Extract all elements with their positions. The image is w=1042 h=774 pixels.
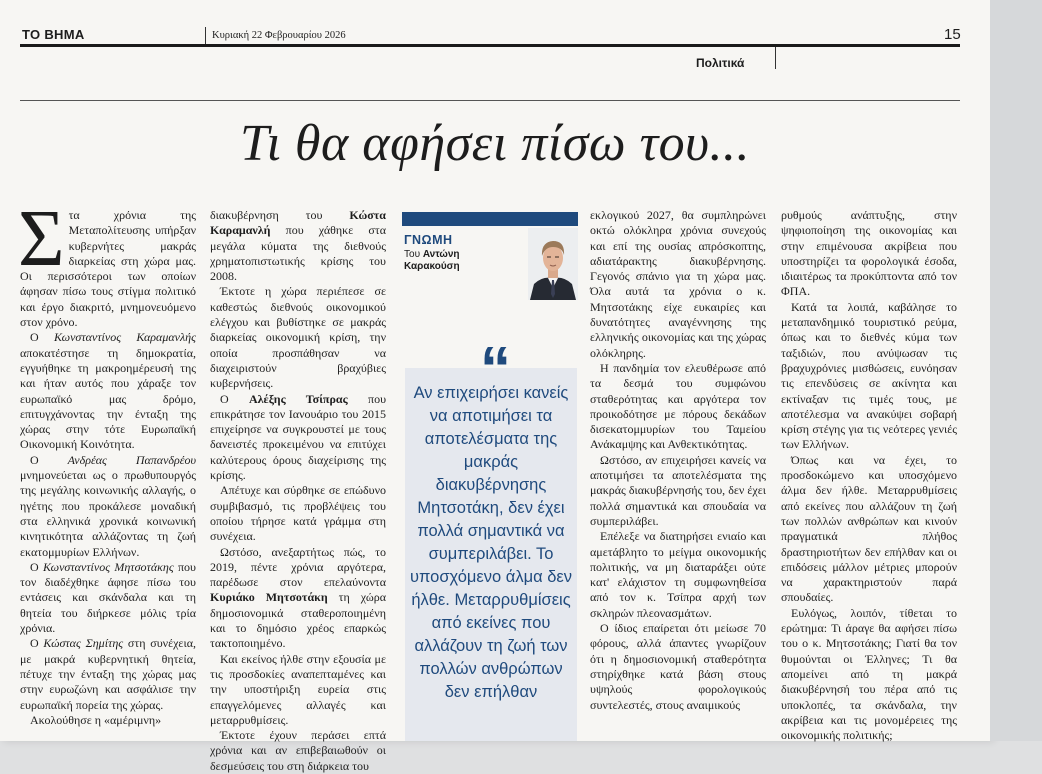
paragraph-text: διακυβέρνηση του [210, 208, 350, 222]
issue-date: Κυριακή 22 Φεβρουαρίου 2026 [212, 30, 346, 41]
paragraph-text: Ωστόσο, ανεξαρτήτως πώς, το 2019, πέντε χρόνια αργότερα, παρέδωσε στον επελαύνοντα [210, 544, 386, 590]
paragraph: ρυθμούς ανάπτυξης, στην ψηφιοποίηση της οικονομίας και στην επιμένουσα ακρίβεια που υποστηρίζει τα φορολογικά έσοδα, ιδιαιτέρως τα προκύπτοντα από τον ΦΠΑ. [781, 208, 957, 299]
article-column-5 [781, 208, 957, 741]
paragraph [210, 545, 386, 652]
paragraph-text: τα χρόνια της Μεταπολίτευσης υπήρξαν κυβερνήτες μακράς διαρκείας στη χώρα μας. Οι περισσότεροι των οποίων άφησαν πίσω τους στίγμα πολιτικό και έργο διακριτό, μνημονευόμενο στον χρόνο. [20, 208, 196, 330]
paragraph: Έκτοτε έχουν περάσει επτά χρόνια και αν επιβεβαιωθούν οι δεσμεύσεις του στη διάρκεια του [210, 728, 386, 773]
paragraph: Επέλεξε να διατηρήσει ενιαίο και αμετάβλητο το μείγμα οικονομικής πολιτικής, να μη διαταράξει ούτε κατ' ελάχιστον τη συμφωνηθείσα από τον κ. Τσίπρα αρχή των σκληρών πλεονασμάτων. [590, 529, 766, 620]
paragraph: Ακολούθησε η «αμέριμνη» [30, 712, 162, 727]
paragraph: Η πανδημία τον ελευθέρωσε από τα δεσμά του συμφώνου σταθερότητας και αργότερα τον προικοδότησε με πόρους δεκάδων δισεκατομμυρίων του Ταμείου Ανάκαμψης και Ανθεκτικότητας. [590, 360, 766, 452]
section-label: Πολιτικά [696, 56, 745, 70]
paragraph: Ο Ανδρέας Παπανδρέου μνημονεύεται ως ο πρωθυπουργός της μεγάλης κοινωνικής αλλαγής, ο ηγέτης που προκάλεσε μοναδική στα ελληνικά χρονικά κοινωνική κινητικότητα αλλάζοντας τη ζωή εκατομμυρίων Ελλήνων. [20, 452, 197, 559]
paragraph: Ο Κωνσταντίνος Καραμανλής αποκατέστησε τη δημοκρατία, εγγυήθηκε τη μακροημέρευσή της και ήταν αυτός που χάραξε τον ευρωπαϊκό μας δρόμο, επιτυγχάνοντας την ένταξη της χώρας στην τότε Ευρωπαϊκή Οικονομική Κοινότητα. [20, 330, 196, 452]
article-headline: Τι θα αφήσει πίσω του... [239, 115, 751, 172]
article-column-4 [590, 208, 766, 741]
section-rule [20, 100, 960, 101]
paragraph: εκλογικού 2027, θα συμπληρώνει οκτώ ολόκληρα χρόνια συνεχούς και επί της ουσίας απρόσκοπτης, αδιατάρακτης διακυβέρνησης. Γεγονός σπάνιο για τη χώρα μας. Όλα αυτά τα χρόνια ο κ. Μητσοτάκης είχε ευκαιρίες και δυνατότητες αναγέννησης της ελληνικής οικονομίας και της χώρας ολόκληρης. [590, 208, 766, 360]
quote-icon: “ [480, 335, 511, 404]
person-name: Ανδρέας Παπανδρέου [67, 452, 197, 467]
paragraph-text: μνημονεύεται ως ο πρωθυπουργός της μεγάλης κοινωνικής αλλαγής, ο ηγέτης που προκάλεσε μοναδική στα ελληνικά χρονικά κοινωνική κινητικότητα αλλάζοντας τη ζωή εκατομμυρίων Ελλήνων. [20, 468, 196, 559]
paragraph: Κατά τα λοιπά, καβάλησε το μεταπανδημικό τουριστικό ρεύμα, όπως και το διεθνές κύμα των ταξιδιών, που ανύψωσαν τις βραχυχρόνιες μισθώσεις, ευνόησαν τις επενδύσεις σε ακίνητα και εκτίναξαν τις τιμές τους, με αποτέλεσμα να ανακύψει σοβαρή κρίση στέγης για τις νεότερες γενιές των Ελλήνων. [781, 299, 957, 452]
paragraph-text: Ο [220, 391, 249, 406]
paragraph: Όπως και να έχει, το προσδοκώμενο και υποσχόμενο άλμα δεν ήλθε. Μεταρρυθμίσεις από εκείνες που αλλάζουν τη ζωή των πολλών ανθρώπων και κινούν πραγματικά πλήθος δραστηριοτήτων δεν επήλθαν και οι επιδόσεις μάλλον μέτριες μπορούν να χαρακτηριστούν παρά σπουδαίες. [781, 452, 957, 605]
article-column-1 [18, 195, 197, 741]
author-last-name: Καρακούση [404, 261, 460, 272]
pull-quote: Αν επιχειρήσει κανείς να αποτιμήσει τα αποτελέσματα της μακράς διακυβέρνησης Μητσοτάκη, δεν έχει πολλά σημαντικά να συμπεριλάβει. Το υποσχόμενο άλμα δεν ήλθε. Μεταρρυθμίσεις από εκείνες που αλλάζουν τη ζωή των πολλών ανθρώπων δεν επήλθαν [410, 384, 573, 701]
paragraph: Ο ίδιος επαίρεται ότι μείωσε 70 φόρους, αλλά άπαντες γνωρίζουν ότι η δημοσιονομική σταθερότητα στηρίχθηκε κατά βάση στους υψηλούς φορολογικούς συντελεστές, στους αναιμικούς [590, 621, 766, 712]
paragraph [210, 208, 386, 284]
person-name: Κώστα Καραμανλή [210, 208, 386, 238]
paragraph: Απέτυχε και σύρθηκε σε επώδυνο συμβιβασμό, τις προβλέψεις του οποίου τήρησε κατά γράμμα στη συνέχεια. [210, 483, 386, 544]
paragraph: Ωστόσο, αν επιχειρήσει κανείς να αποτιμήσει τα αποτελέσματα της μακράς διακυβέρνησής του, δεν έχει πολλά σημαντικά και σπουδαία να συμπεριλάβει. [590, 452, 766, 528]
byline-prefix: Του [404, 249, 421, 260]
author-first-name: Αντώνη [422, 249, 460, 260]
background-edge [990, 0, 1042, 741]
article-column-2 [210, 208, 387, 773]
author-portrait [528, 228, 578, 300]
masthead: ΤΟ ΒΗΜΑ [22, 27, 85, 42]
paragraph: Έκτοτε η χώρα περιέπεσε σε καθεστώς διεθνούς οικονομικού ελέγχου και βυθίστηκε σε μακράς διαρκείας οικονομική κρίση, την οποία προσπάθησαν να διαχειριστούν βραχύβιες κυβερνήσεις. [210, 284, 386, 391]
paragraph [210, 392, 386, 484]
paragraph-text: που επικράτησε τον Ιανουάριο του 2015 επιχείρησε να συγκρουστεί με τους δανειστές προκειμένου να επιτύχει καλύτερους όρους διαχείρισης της κρίσης. [210, 391, 387, 483]
drop-cap: Σ [18, 195, 65, 283]
paragraph [18, 195, 196, 330]
section-divider [775, 47, 776, 69]
header-rule [20, 44, 960, 47]
paragraph: Ο Κωνσταντίνος Μητσοτάκης που τον διαδέχθηκε άφησε πίσω του εντάσεις και σκάνδαλα και τη θητεία του διήρκεσε μόλις τρία χρόνια. [20, 559, 196, 636]
person-name: Κωνσταντίνος Μητσοτάκης [42, 559, 174, 574]
paragraph-text: αποκατέστησε τη δημοκρατία, εγγυήθηκε τη μακροημέρευσή της και ήταν αυτός που χάραξε τον ευρωπαϊκό μας δρόμο, επιτυγχάνοντας την ένταξη της χώρας στην τότε Ευρωπαϊκή Οικονομική Κοινότητα. [20, 345, 196, 452]
paragraph: Ευλόγως, λοιπόν, τίθεται το ερώτημα: Τι άραγε θα αφήσει πίσω του ο κ. Μητσοτάκης; Γιατί θα τον θυμούνται οι Έλληνες; Τι θα απομείνει από τη μακρά διακυβέρνησή του πέρα από τις υποκλοπές, τα σκάνδαλα, την ακρίβεια και τις μονομέρειες της οικονομικής πολιτικής; [781, 605, 957, 743]
paragraph: Ο Κώστας Σημίτης στη συνέχεια, με μακρά κυβερνητική θητεία, πέτυχε την ένταξη της χώρας μας στην ευρωζώνη και ασφάλισε την ευρωπαϊκή πορεία της χώρας. [20, 636, 196, 712]
paragraph: Και εκείνος ήλθε στην εξουσία με τις προσδοκίες αναπεπταμένες και την υποστήριξη ευρεία στις επαγγελόμενες αλλαγές και μεταρρυθμίσεις. [210, 651, 386, 727]
opinion-label: ΓΝΩΜΗ [404, 233, 453, 247]
paragraph-text: τη χώρα δημοσιονομικά σταθεροποιημένη και το δημόσιο χρέος επαρκώς τακτοποιημένο. [210, 590, 386, 651]
paragraph-text: που τον διαδέχθηκε άφησε πίσω του εντάσεις και σκάνδαλα και τη θητεία του διήρκεσε μόλις τρία χρόνια. [20, 559, 196, 636]
person-name: Κώστας Σημίτης [43, 636, 124, 651]
opinion-bar [402, 212, 578, 226]
opinion-byline [402, 212, 578, 298]
paragraph-text: που χάθηκε στα μεγάλα κύματα της διεθνούς χρηματοπιστωτικής κρίσης του 2008. [210, 223, 386, 284]
person-name: Αλέξης Τσίπρας [249, 391, 348, 406]
author-byline [404, 249, 460, 273]
paragraph-text: στη συνέχεια, με μακρά κυβερνητική θητεία, πέτυχε την ένταξη της χώρας μας στην ευρωζώνη και ασφάλισε την ευρωπαϊκή πορεία της χώρας. [20, 636, 196, 712]
person-name: Κωνσταντίνος Καραμανλής [53, 330, 196, 345]
page-number: 15 [944, 26, 961, 43]
person-name: Κυριάκο Μητσοτάκη [210, 590, 328, 605]
author-portrait-image [528, 228, 578, 300]
